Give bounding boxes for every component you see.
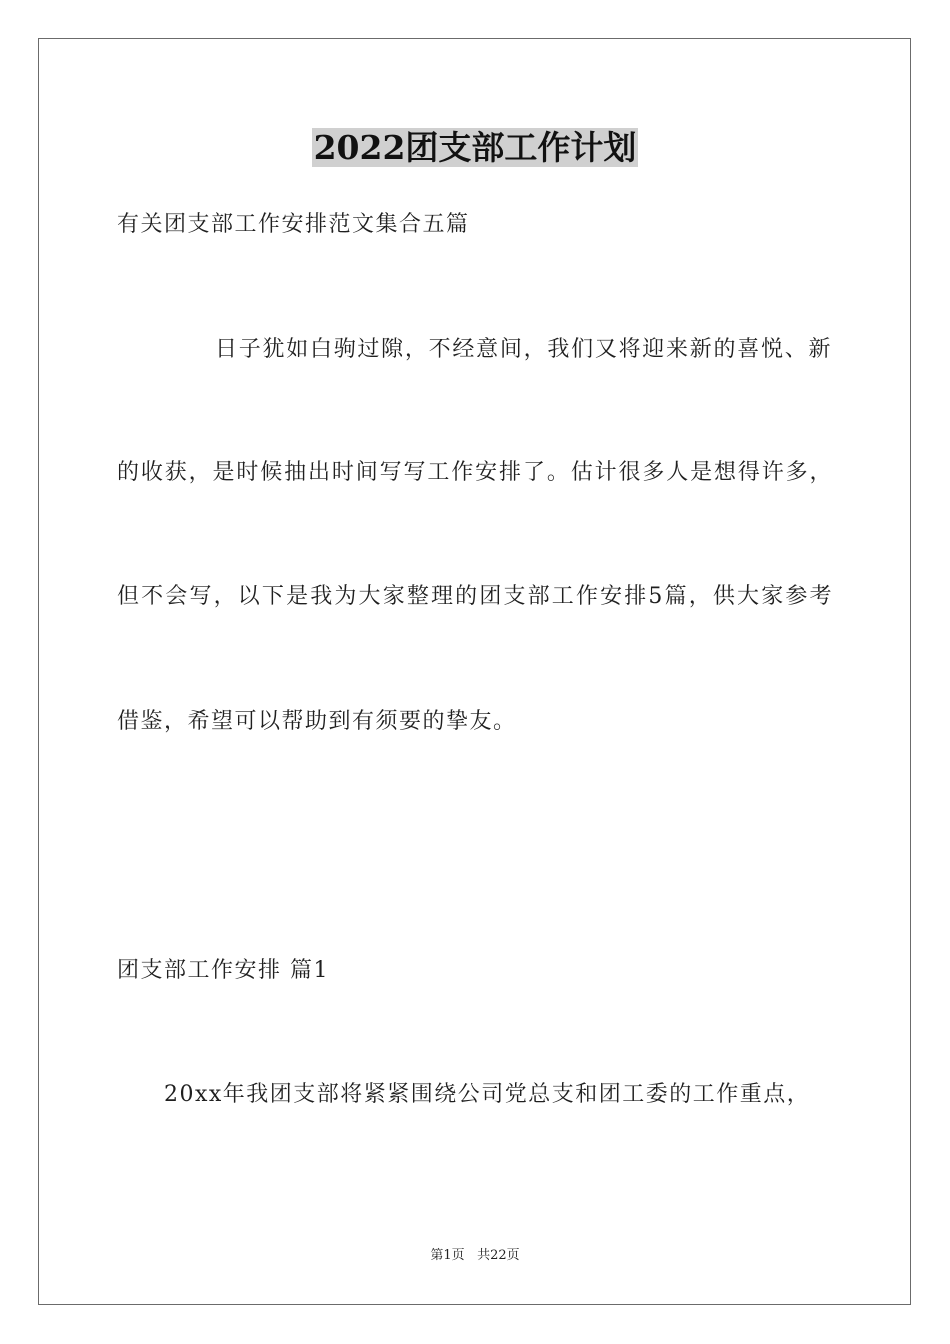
intro-paragraph-line-3: 但不会写，以下是我为大家整理的团支部工作安排5篇，供大家参考 <box>117 584 833 609</box>
document-subtitle: 有关团支部工作安排范文集合五篇 <box>117 212 470 237</box>
intro-paragraph-line-1: 日子犹如白驹过隙，不经意间，我们又将迎来新的喜悦、新 <box>215 337 832 362</box>
page-number-current: 第1页 <box>430 1248 465 1263</box>
intro-paragraph-line-4: 借鉴，希望可以帮助到有须要的挚友。 <box>117 709 517 734</box>
intro-paragraph-line-2: 的收获，是时候抽出时间写写工作安排了。估计很多人是想得许多， <box>117 460 833 485</box>
document-title-text: 2022团支部工作计划 <box>313 128 637 167</box>
page-footer <box>0 1247 950 1265</box>
section-paragraph-line-1: 20xx年我团支部将紧紧围绕公司党总支和团工委的工作重点， <box>164 1082 811 1107</box>
section-heading: 团支部工作安排 篇1 <box>117 958 329 983</box>
page-number-total: 共22页 <box>477 1248 520 1263</box>
document-title <box>0 128 950 168</box>
